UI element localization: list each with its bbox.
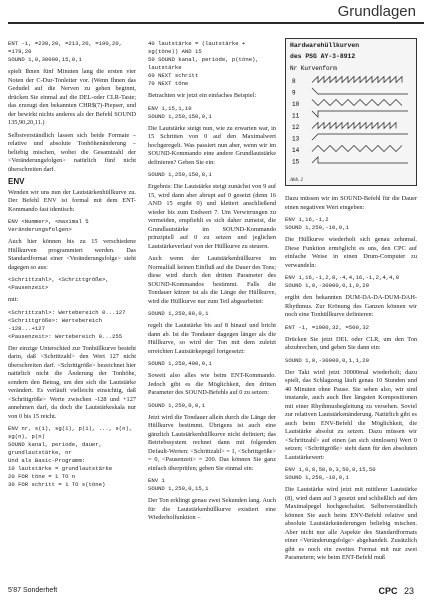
column-1 [8, 40, 136, 493]
section-heading: ENV [8, 177, 25, 186]
paragraph: Ergebnis: Die Lautstärke steigt zunächst von 9 auf 15, wird dann aber abrupt auf 0 gesetzt (denn 16 AND 15 ergibt 0) und klettert anschließend wieder bis zum Endwert 7. Um Verwirrungen zu vermeiden, empfiehlt es sich daher zumeist, die Grundlautstärke im SOUND-Kommando prinzipiell auf 0 zu setzen und jeglichen Lautstärkeverlauf von der Hüllkurve zu steuern. [148, 183, 276, 250]
code-block: SOUND 1,0,-30000,0,1,1,20 [285, 356, 369, 364]
paragraph: mit: [8, 296, 19, 303]
envelope-waveform [312, 88, 408, 94]
paragraph: Auch wenn der Lautstärkenhüllkurve im Normalfall keinen Einfluß auf die Dauer des Tons; diese wird durch den dritten Parameter des SOUND-Kommandos bestimmt. Falls die Tondauer kürzer ist als die Länge der Hüllkurve, wird die Hüllkurve nur zum Teil abgearbeitet: [148, 255, 276, 305]
envelope-row-number: 13 [292, 135, 300, 143]
envelope-row-number: 11 [292, 112, 300, 120]
figure-title: Hardwarehüllkurven [290, 42, 360, 49]
column-3 [285, 195, 417, 567]
figure-column-header: Nr Kurvenform [290, 65, 337, 72]
envelope-row-number: 15 [292, 158, 300, 166]
code-block: ENV 1,16,-1,2,8,-4,4,16,-1,2,4,4,8 SOUND 1,0,-30000,0,1,0,20 [285, 274, 400, 289]
code-block: ENV 1,0,8,50,0,3,50,0,15,50 SOUND 1,250,-10,0,1 [285, 466, 376, 481]
paragraph: Selbstverständlich lassen sich beide Formate – relative und absolute Tonhöhenänderung – beliebig mischen, wobei die Gesamtzahl der <Veränderungsfolgen> natürlich fünf nicht überschreiten darf. [8, 131, 136, 173]
code-block: SOUND 1,250,80,0,1 [148, 310, 209, 317]
paragraph: Der Ton erklingt genau zwei Sekunden lang. Auch für die Lautstärkenhüllkurve existiert eine Wiederholfunktion – [148, 497, 276, 521]
envelope-row-number: 12 [292, 124, 300, 131]
paragraph: Drücken Sie jetzt DEL oder CLR, um den Ton abzubrechen, und geben Sie dann ein: [285, 335, 417, 351]
paragraph: spielt Ihnen fünf Minuten lang die ersten vier Noten der C-Dur-Tonleiter vor. (Wenn Ihnen das Gedudel auf die Nerven zu gehen beginnt, drücken Sie einmal auf die DEL-oder CLR-Taste; das erzeugt den bekannten CHR$(7)-Piepser, und der bewirkt nichts anderes als der Befehl SOUND 135,90,20,11.) [8, 68, 136, 126]
envelope-waveform [312, 146, 402, 152]
code-block: SOUND 1,250,400,0,1 [148, 360, 212, 367]
paragraph: Die Lautstärke steigt nun, wie zu erwarten war, in 15 Schritten von 0 auf den Maximalwert hochgeregelt. Was passiert nun aber, wenn wir im SOUND-Kommando eine andere Grundlautstärke definieren? Geben Sie ein: [148, 124, 276, 166]
envelope-waveform [312, 134, 408, 140]
envelope-waveform [312, 157, 408, 163]
column-2 [148, 40, 276, 527]
magazine-logo: CPC [378, 586, 398, 596]
paragraph: Dazu müssen wir im SOUND-Befehl für die Dauer einen negativen Wert eingeben: [285, 195, 417, 211]
paragraph: Der Takt wird jetzt 30000mal wiederholt; dazu spielt, das Schlagzeug läuft genau 10 Stunden und 40 Minuten ohne Pause. Sie sehen also, wir sind imstande, auch auch Ihre längsten Kompositionen mit einer Rhythmusbegleitung zu versehen. Soviel zur relativen Lautstärkenänderung. Natürlich gibt es auch beim ENV-Befehl die Möglichkeit, die Lautstärke absolut zu setzen. Dazu müssen wir <Schrittzahl> auf einen (an sich sinnlosen) Wert 0 setzen; <Schrittgröße> steht dann für den absoluten Lautstärkewert: [285, 368, 417, 461]
code-block: ENV 1,16,-1,2 SOUND 1,250,-10,0,1 [285, 216, 349, 231]
code-block: SOUND 1,250,0,0,1 [148, 401, 206, 409]
envelope-figure [285, 38, 417, 186]
envelope-waveform [312, 77, 402, 83]
header-rule [8, 22, 424, 24]
paragraph: Der einzige Unterschied zur Tonhüllkurve besteht darin, daß <Schrittzahl> den Wert 127 nicht überschreiten darf. <Schrittgröße> bezeichnet hier natürlich nicht die Änderung der Tonhöhe, sondern den Betrag, um den sich die Lautstärke verändert. Es verläuft vielleicht einsichtig, daß <Schrittgröße> Werte zwischen -128 und +127 annehmen darf, da doch die Lautstärkeskala nur von 0 bis 15 reicht. [8, 344, 136, 420]
envelope-row-number: 9 [292, 89, 296, 97]
figure-caption: Abb. 2 [290, 178, 304, 183]
paragraph: regelt die Lautstärke bis auf 8 hinauf und bricht dann ab. Ist die Tondauer dagegen länger als die Hüllkurve, so wird der Ton mit dem zuletzt erreichten Lautstärkepegel fortgesetzt: [148, 322, 276, 355]
code-block: ENV 1,15,1,10 SOUND 1,250,150,0,1 [148, 104, 212, 120]
code-block: <Schrittzahl>: Wertebereich 0...127 <Schrittgröße>: Wertebereich -128...+127 <Pausenzeit>: Wertebereich 0...255 [8, 308, 126, 340]
paragraph: Die Hüllkurve wiederholt sich genau zehnmal. Diese Funktion ermöglicht es uns, den CPC auf einfache Weise in einen Drum-Computer zu verwandeln: [285, 236, 417, 269]
paragraph: Jetzt wird die Tondauer allein durch die Länge der Hüllkurve bestimmt. Übrigens ist auch eine gänzlich Lautstärkenhüllkurve nicht definiert; das Betriebssystem rechnet dann mit folgenden Default-Werten: <Schrittzahl> = 1, <Schrittgröße> = 0, <Pausenzeit> = 200. Das können Sie ganz einfach überprüfen; geben Sie einmal ein: [148, 413, 276, 472]
envelope-waveform [312, 111, 408, 117]
figure-subtitle: des PSG AY-3-8912 [290, 53, 356, 60]
envelope-row-number: 10 [292, 101, 300, 108]
code-block: 40 lautstärke = (lautstärke + sg(töne)) AND 15 50 SOUND kanal, periode, p(töne), lautstärke 60 NEXT schritt 70 NEXT töne [148, 40, 259, 87]
code-block: <Schrittzahl>, <Schrittgröße>, <Pausenzeit> [8, 276, 113, 291]
paragraph: ergibt den bekannten DUM-DA-DA-DUM-DAH-Rhythmus. Zur Krönung des Ganzen können wir noch eine Tonhüllkurve definieren: [285, 294, 417, 318]
envelope-row-number: 14 [292, 147, 300, 154]
code-block: ENV 1 SOUND 1,250,0,15,1 [148, 477, 209, 492]
envelope-waveform [312, 123, 396, 129]
paragraph: Auch hier können bis zu 15 verschiedene Hüllkurven programmiert werden. Das Standardformat einer <Veränderungsfolge> sieht dagegen so aus: [8, 238, 136, 271]
paragraph: Die Lautstärke wird jetzt mit mittlerer Lautstärke (8), wird dann auf 3 gesetzt und schließlich auf den Maximalpegel hochgeschaltet. Selbstverständlich können Sie auch beim ENV-Befehl relative und absolute Lautstärkeänderungen beliebig mischen. Aber nicht nur alle Aspekte des Standardformats einer <Veränderungsfolge> abgehandelt. Zusätzlich gibt es noch ein zweites Format mit nur zwei Parametern; wie beim ENT-Befehl muß [285, 486, 417, 561]
code-block: ENT -1, =1000,32, =500,32 [285, 323, 369, 331]
section-title: Grundlagen [337, 3, 416, 20]
envelope-waveform [312, 100, 402, 106]
issue-label: 5'87 Sonderheft [8, 587, 58, 594]
paragraph: Betrachten wir jetzt ein einfaches Beispiel: [148, 92, 257, 99]
code-block: ENV nr, s(1), sg(1), p(1), ..., s(n), sg(n), p(n) SOUND kanal, periode, dauer, grundlautstärke, nr Und als Basic-Programm: 10 lautstärke = grundlautstärke 20 FOR töne = 1 TO n 30 FOR schritt = 1 TO s(töne) [8, 425, 133, 488]
paragraph: Wenden wir uns nun der Lautstärkenhüllkurve zu. Der Befehl ENV ist formal mit dem ENT-Kommando fast identisch: [8, 188, 136, 213]
envelope-row-number: 8 [292, 78, 296, 85]
page-number: 23 [403, 586, 414, 596]
code-block: SOUND 1,250,150,8,1 [148, 171, 212, 178]
code-block: ENT -1, =239,20, =213,20, =190,20, =179,20 SOUND 1,0,30000,15,0,1 [8, 40, 123, 63]
envelope-diagram [290, 63, 412, 171]
code-block: ENV <Nummer>, <maximal 5 Veränderungsfolgen> [8, 218, 92, 233]
paragraph: Soweit also alles wie beim ENT-Kommando. Jedoch gibt es die Möglichkeit, den dritten Parameter des SOUND-Befehls auf 0 zu setzen: [148, 372, 276, 396]
footer-brand-block [378, 586, 414, 596]
